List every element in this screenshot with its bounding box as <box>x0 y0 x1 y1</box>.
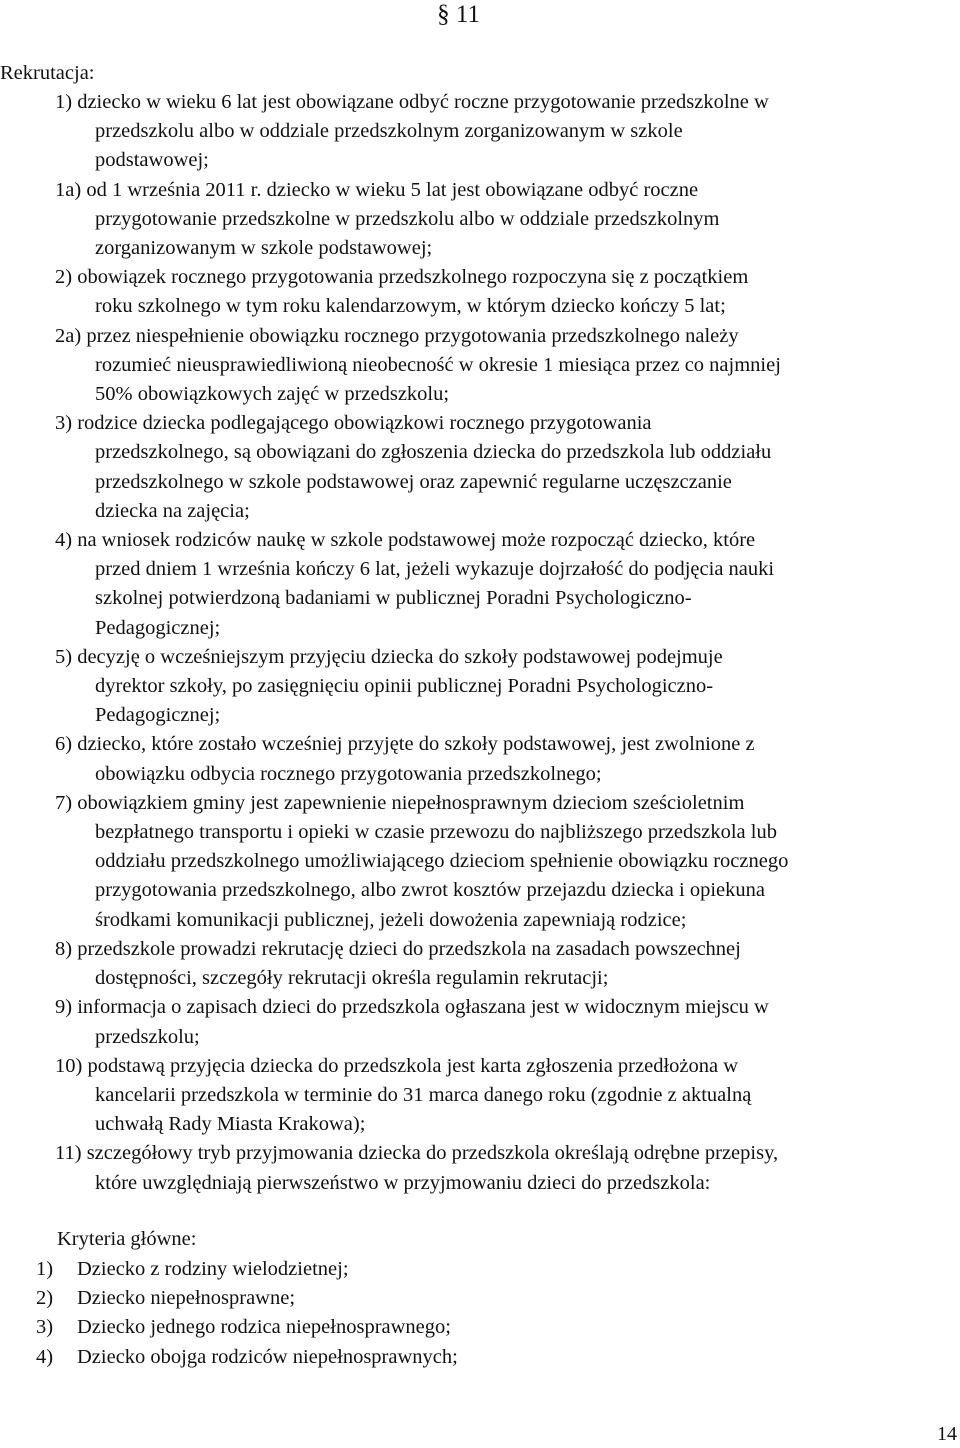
criteria-item-number: 1) <box>36 1258 54 1280</box>
list-item-line: uchwałą Rady Miasta Krakowa); <box>95 1113 366 1136</box>
list-item-line: dyrektor szkoły, po zasięgnięciu opinii publicznej Poradni Psychologiczno- <box>95 675 714 698</box>
list-item <box>0 88 956 176</box>
list-item-head <box>0 322 956 351</box>
list-item-head <box>0 88 956 117</box>
list-item-line: środkami komunikacji publicznej, jeżeli dowożenia zapewniają rodzice; <box>95 908 687 931</box>
list-item-text: podstawą przyjęcia dziecka do przedszkola jest karta zgłoszenia przedłożona w <box>87 1054 739 1077</box>
list-item-number: 9) <box>55 996 73 1019</box>
criteria-item-number: 4) <box>36 1345 54 1368</box>
list-item-number: 11) <box>55 1142 82 1165</box>
list-item-head <box>0 176 956 205</box>
list-item-number: 1) <box>55 91 73 113</box>
list-item-line: przedszkolu albo w oddziale przedszkolnym zorganizowanym w szkole <box>95 120 683 143</box>
list-item-head <box>0 409 956 438</box>
list-item-head <box>0 643 956 672</box>
list-item-line: szkolnej potwierdzoną badaniami w publicznej Poradni Psychologiczno- <box>95 587 692 610</box>
list-item-head <box>0 526 956 555</box>
list-item <box>0 730 956 788</box>
criteria-item <box>0 1343 700 1372</box>
criteria-title: Kryteria główne: <box>57 1228 197 1250</box>
criteria-item <box>0 1313 700 1342</box>
criteria-item-text: Dziecko z rodziny wielodzietnej; <box>77 1258 349 1280</box>
list-item-text: przedszkole prowadzi rekrutację dzieci do przedszkola na zasadach powszechnej <box>77 937 741 960</box>
list-item-number: 10) <box>55 1054 83 1077</box>
criteria-item <box>0 1284 700 1313</box>
list-item-line: zorganizowanym w szkole podstawowej; <box>95 237 433 260</box>
list-item-text: dziecko, które zostało wcześniej przyjęte do szkoły podstawowej, jest zwolnione z <box>77 733 755 756</box>
list-item-text: obowiązkiem gminy jest zapewnienie niepełnosprawnym dzieciom sześcioletnim <box>77 791 745 814</box>
list-item <box>0 993 956 1051</box>
list-item <box>0 935 956 993</box>
list-item-line: przygotowanie przedszkolne w przedszkolu albo w oddziale przedszkolnym <box>95 207 720 230</box>
list-item-number: 6) <box>55 733 73 756</box>
list-item-line: Pedagogicznej; <box>95 616 221 639</box>
list-item <box>0 789 956 935</box>
list-item-line: bezpłatnego transportu i opieki w czasie przewozu do najbliższego przedszkola lub <box>95 821 777 844</box>
list-item-line: oddziału przedszkolnego umożliwiającego dzieciom spełnienie obowiązku rocznego <box>95 850 789 873</box>
list-item <box>0 409 956 526</box>
section-number: § 11 <box>437 1 480 28</box>
list-item-line: kancelarii przedszkola w terminie do 31 marca danego roku (zgodnie z aktualną <box>95 1083 752 1106</box>
criteria-item-number: 3) <box>36 1316 54 1339</box>
list-item-head <box>0 730 956 759</box>
rekrutacja-list <box>0 88 956 1198</box>
list-item-text: od 1 września 2011 r. dziecko w wieku 5 lat jest obowiązane odbyć roczne <box>86 178 699 201</box>
list-item-line: podstawowej; <box>95 149 209 172</box>
list-item-line: przygotowania przedszkolnego, albo zwrot kosztów przejazdu dziecka i opiekuna <box>95 879 765 902</box>
criteria-item-text: Dziecko niepełnosprawne; <box>77 1287 296 1310</box>
list-item-line: 50% obowiązkowych zajęć w przedszkolu; <box>95 383 450 406</box>
list-item-text: dziecko w wieku 6 lat jest obowiązane odbyć roczne przygotowanie przedszkolne w <box>77 91 769 113</box>
list-item-line: Pedagogicznej; <box>95 704 221 727</box>
list-item <box>0 322 956 410</box>
heading-rekrutacja: Rekrutacja: <box>0 62 95 84</box>
list-item-line: które uwzględniają pierwszeństwo w przyjmowaniu dzieci do przedszkola: <box>95 1171 711 1194</box>
list-item-number: 3) <box>55 412 73 435</box>
list-item-line: dostępności, szczegóły rekrutacji określa regulamin rekrutacji; <box>95 967 609 990</box>
list-item-line: obowiązku odbycia rocznego przygotowania przedszkolnego; <box>95 762 602 785</box>
criteria-item-text: Dziecko jednego rodzica niepełnosprawnego; <box>77 1316 451 1339</box>
list-item-line: dziecka na zajęcia; <box>95 499 250 522</box>
list-item-head <box>0 993 956 1022</box>
list-item-line: przed dniem 1 września kończy 6 lat, jeżeli wykazuje dojrzałość do podjęcia nauki <box>95 558 775 581</box>
list-item-number: 1a) <box>55 178 82 201</box>
list-item-head <box>0 1052 956 1081</box>
list-item-text: informacja o zapisach dzieci do przedszkola ogłaszana jest w widocznym miejscu w <box>77 996 769 1019</box>
list-item-line: roku szkolnego w tym roku kalendarzowym, w którym dziecko kończy 5 lat; <box>95 295 726 318</box>
list-item <box>0 643 956 731</box>
list-item-head <box>0 263 956 292</box>
list-item-line: przedszkolu; <box>95 1025 200 1048</box>
list-item-text: decyzję o wcześniejszym przyjęciu dziecka do szkoły podstawowej podejmuje <box>77 645 723 668</box>
list-item-head <box>0 935 956 964</box>
list-item-line: przedszkolnego w szkole podstawowej oraz zapewnić regularne uczęszczanie <box>95 470 732 493</box>
list-item-line: przedszkolnego, są obowiązani do zgłoszenia dziecka do przedszkola lub oddziału <box>95 441 772 464</box>
list-item-number: 2a) <box>55 324 82 347</box>
list-item-text: przez niespełnienie obowiązku rocznego przygotowania przedszkolnego należy <box>86 324 739 347</box>
list-item-head <box>0 789 956 818</box>
list-item-number: 5) <box>55 645 73 668</box>
page-number: 14 <box>937 1423 957 1445</box>
criteria-item-text: Dziecko obojga rodziców niepełnosprawnych; <box>77 1345 458 1368</box>
list-item-number: 2) <box>55 266 73 289</box>
list-item <box>0 526 956 643</box>
list-item <box>0 1052 956 1140</box>
list-item-number: 7) <box>55 791 73 814</box>
list-item-text: szczegółowy tryb przyjmowania dziecka do przedszkola określają odrębne przepisy, <box>86 1142 779 1165</box>
list-item <box>0 1139 956 1197</box>
list-item-line: rozumieć nieusprawiedliwioną nieobecność w okresie 1 miesiąca przez co najmniej <box>95 353 781 376</box>
criteria-item <box>0 1255 700 1284</box>
list-item-number: 4) <box>55 529 73 552</box>
criteria-item-number: 2) <box>36 1287 54 1310</box>
list-item <box>0 176 956 264</box>
list-item-number: 8) <box>55 937 73 960</box>
list-item-text: na wniosek rodziców naukę w szkole podstawowej może rozpocząć dziecko, które <box>77 529 756 552</box>
list-item-text: obowiązek rocznego przygotowania przedszkolnego rozpoczyna się z początkiem <box>77 266 749 289</box>
list-item-head <box>0 1139 956 1168</box>
list-item-text: rodzice dziecka podlegającego obowiązkowi rocznego przygotowania <box>77 412 652 435</box>
criteria-list <box>0 1255 700 1372</box>
list-item <box>0 263 956 321</box>
